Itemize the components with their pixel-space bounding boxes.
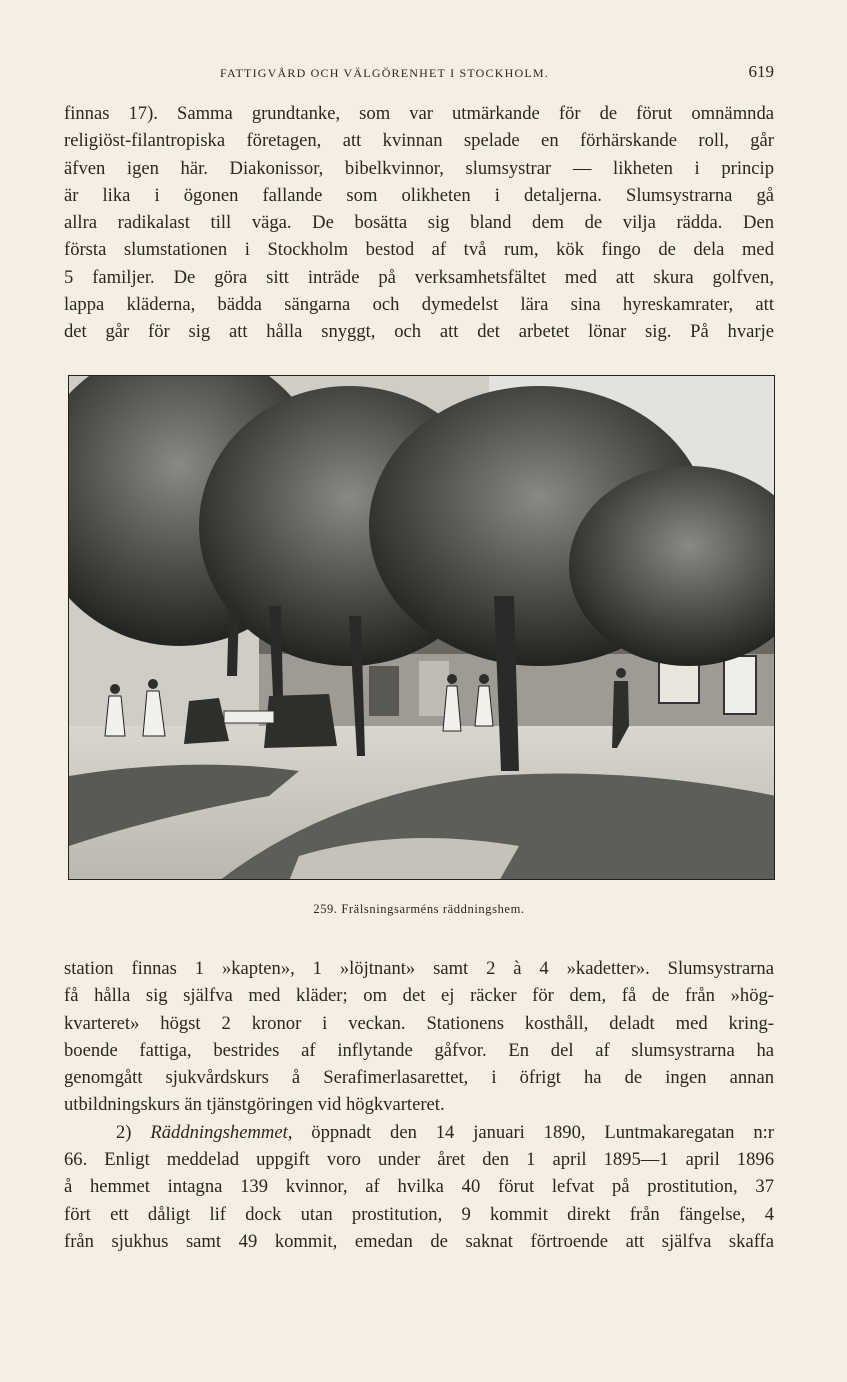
text-line: 5 familjer. De göra sitt inträde på verksamhetsfältet med att skura golfven, [64,266,774,288]
text-line: äfven igen här. Diakonissor, bibelkvinnor, slumsystrar — likheten i princip [64,157,774,179]
paragraph-title: Räddningshemmet, [150,1121,293,1143]
text-line: finnas 17). Samma grundtanke, som var utmärkande för de förut omnämnda [64,103,774,124]
text-line: boende fattiga, bestrides af inflytande gåfvor. En del af slumsystrarna ha [64,1039,774,1061]
text-line: lappa kläderna, bädda sängarna och dymedelst lära sina hyreskamrater, att [64,294,774,316]
text-line: från sjukhus samt 49 kommit, emedan de saknat förtroende att själfva skaffa [64,1230,774,1252]
text-line: 66. Enligt meddelad uppgift voro under året den 1 april 1895—1 april 1896 [64,1149,774,1171]
page-number: 619 [748,62,774,81]
running-title: FATTIGVÅRD OCH VÄLGÖRENHET I STOCKHOLM. [220,66,549,80]
text-line: få hålla sig själfva med kläder; om det ej räcker för dem, få de från »hög- [64,985,774,1007]
paragraph-number: 2) [116,1121,132,1143]
text-line: fört ett dåligt lif dock utan prostitution, 9 kommit direkt från fängelse, 4 [64,1203,774,1225]
text-line: utbildningskurs än tjänstgöringen vid högkvarteret. [64,1094,445,1116]
text-line: första slumstationen i Stockholm bestod af två rum, kök fingo de dela med [64,239,774,261]
text-line: å hemmet intagna 139 kvinnor, af hvilka 40 förut lefvat på prostitution, 37 [64,1176,774,1198]
text-line: det går för sig att hålla snyggt, och att det arbetet lönar sig. På hvarje [64,321,774,343]
photograph-courtyard [68,375,775,880]
body-text-bottom [64,955,774,1255]
text-line: kvarteret» högst 2 kronor i veckan. Stationens kosthåll, deladt med kring- [64,1012,774,1034]
text-line: religiöst-filantropiska företagen, att kvinnan spelade en förhärskande roll, går [64,130,774,152]
photo-illustration [69,376,775,880]
paragraph-first-line-rest: öppnadt den 14 januari 1890, Luntmakaregatan n:r [311,1121,774,1143]
text-line: genomgått sjukvårdskurs å Serafimerlasarettet, i öfrigt ha de ingen annan [64,1067,774,1089]
body-text-top [64,100,774,346]
text-line: station finnas 1 »kapten», 1 »löjtnant» samt 2 à 4 »kadetter». Slumsystrarna [64,958,774,979]
figure-caption: 259. Frälsningsarméns räddningshem. [313,902,525,916]
text-line: är lika i ögonen fallande som olikheten i detaljerna. Slumsystrarna gå [64,184,774,206]
text-line: allra radikalast till väga. De bosätta sig bland dem de vilja rädda. Den [64,212,774,234]
paragraph-2-first-line [64,1119,774,1146]
page-header [64,64,774,86]
